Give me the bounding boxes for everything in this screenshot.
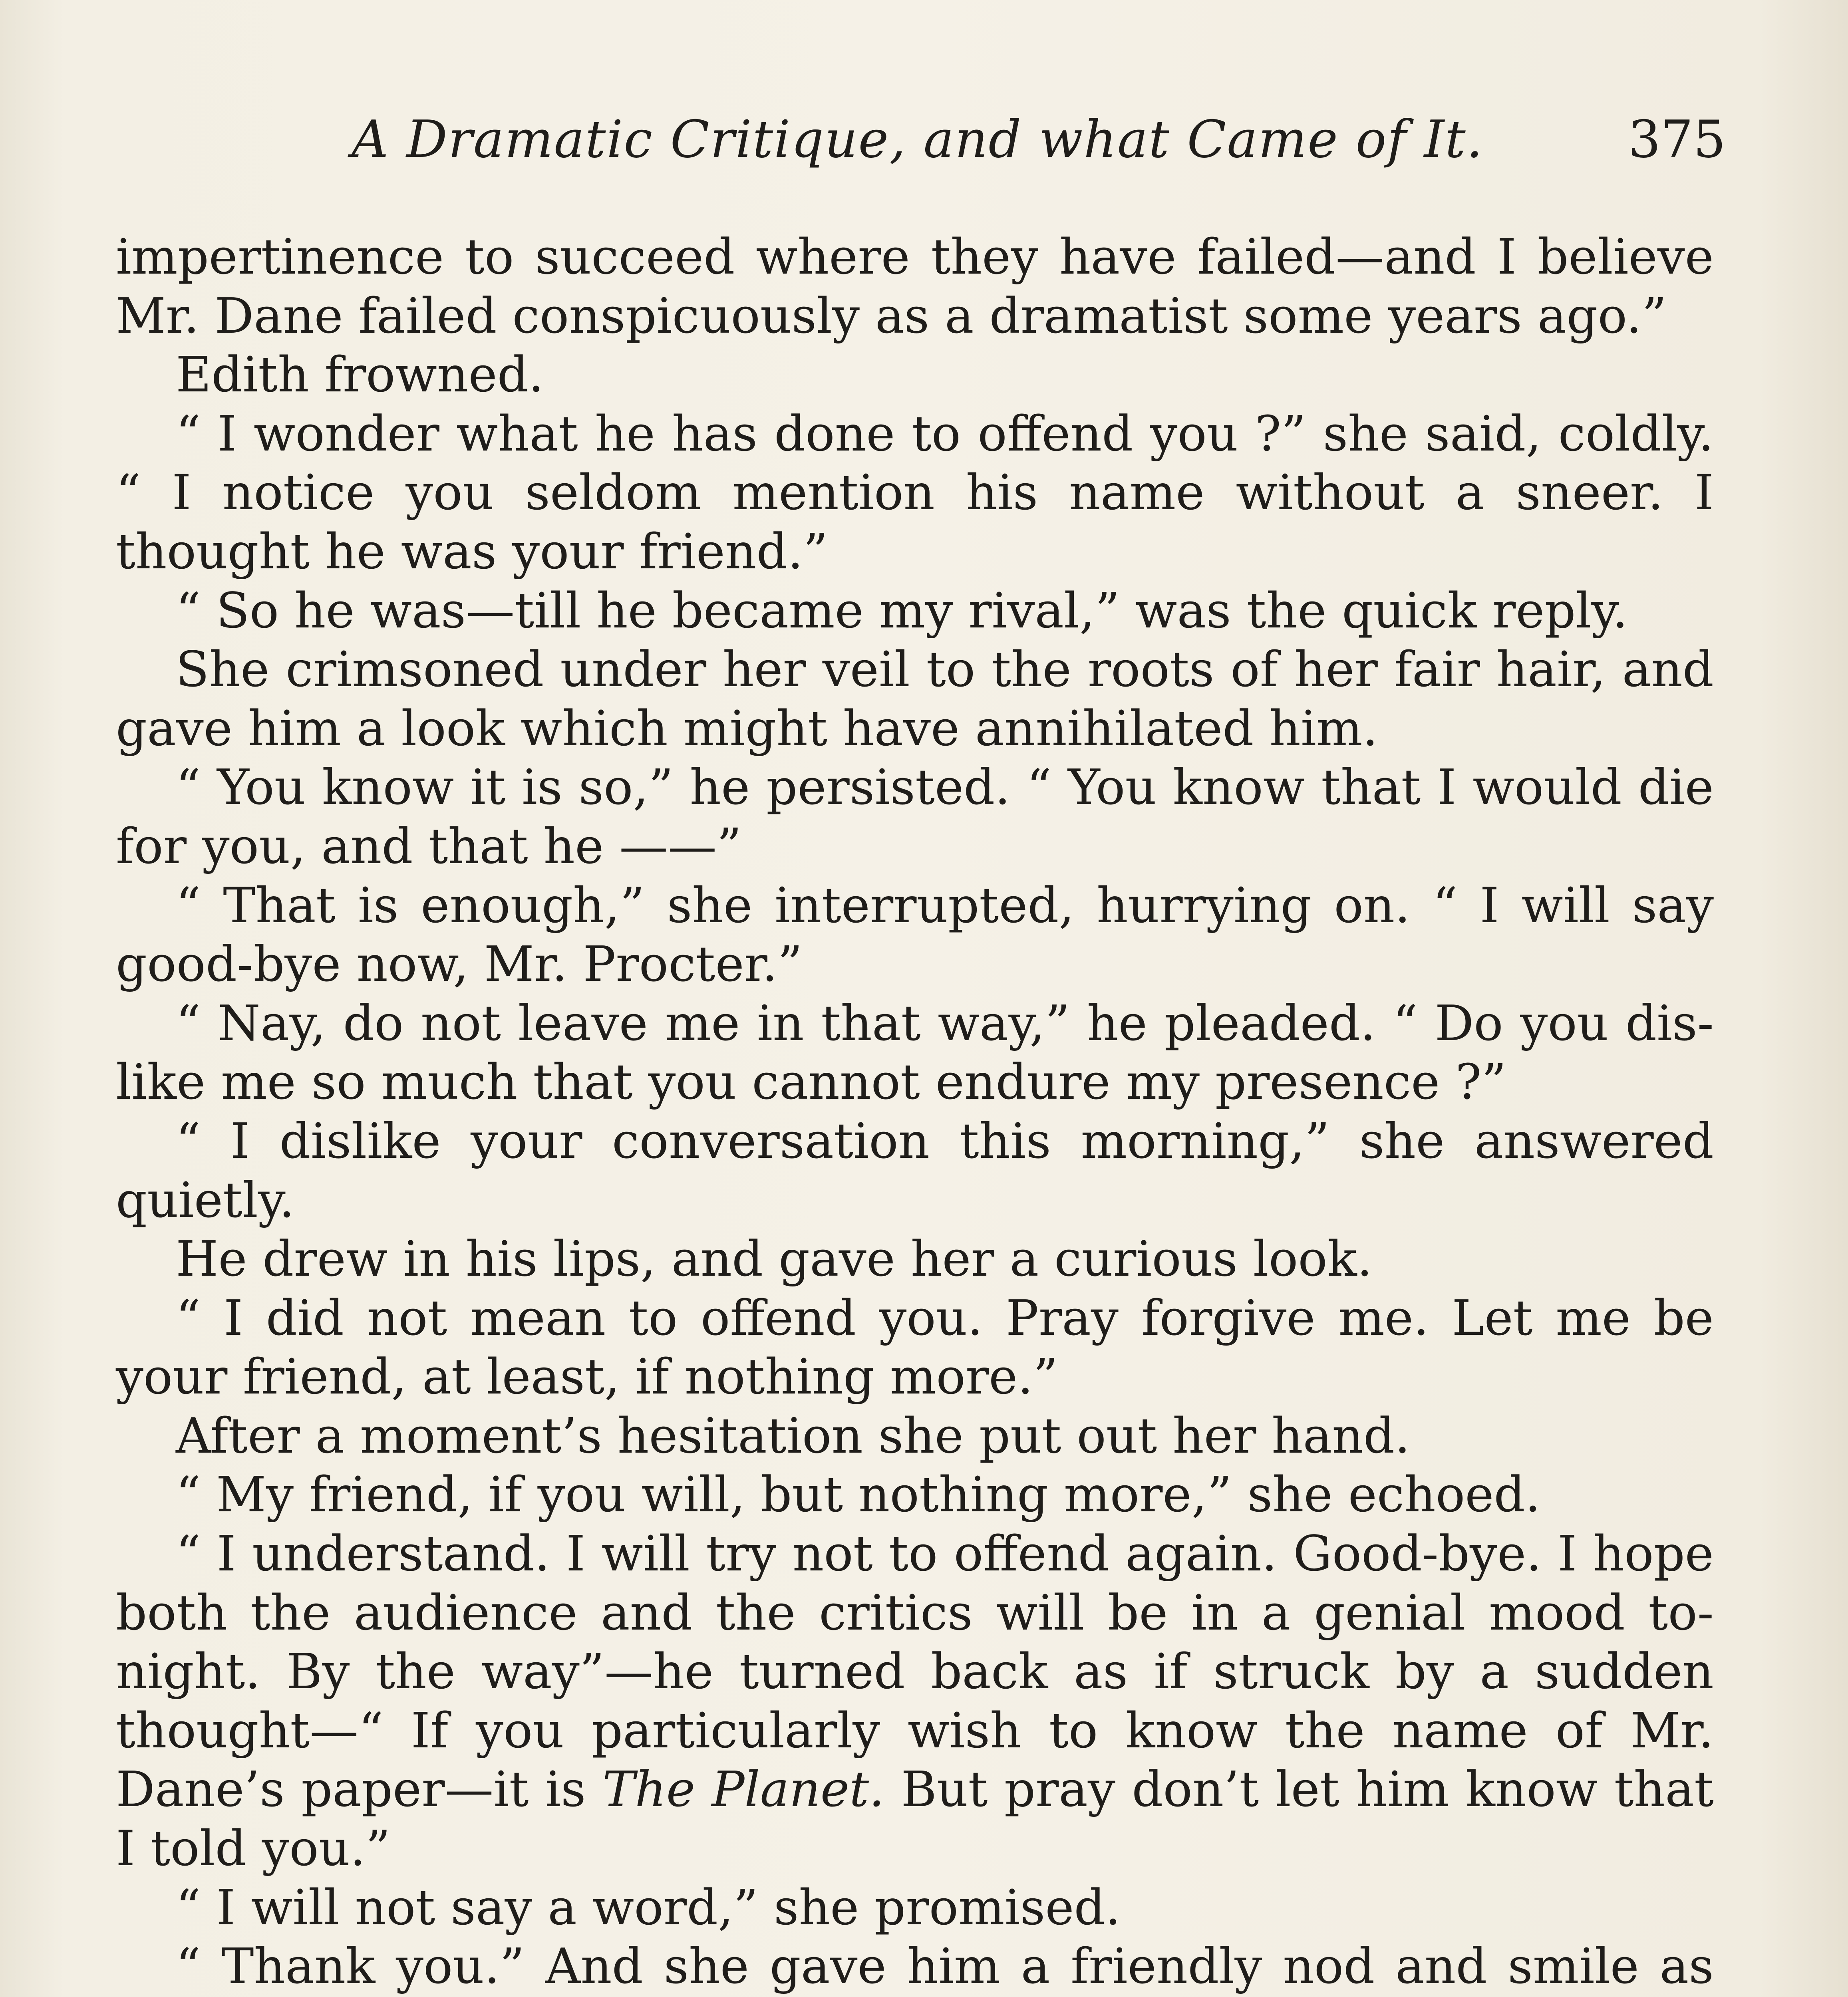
paragraph-15: “ I will not say a word,” she promised. [176, 1879, 1121, 1936]
paragraph-7: “ That is enough,” she interrupted, hurrying on. “ I will say good-bye now, Mr. Procter.” [116, 877, 1714, 993]
paragraph-14-text-after: But pray don’t let him know that I told you.” [116, 1761, 1714, 1877]
paragraph-6: “ You know it is so,” he persisted. “ You know that I would die for you, and that he ——” [116, 759, 1714, 875]
paragraph-5: She crimsoned under her veil to the roots of her fair hair, and gave him a look which might have annihilated him. [116, 641, 1714, 757]
paragraph-16: “ Thank you.” And she gave him a friendly nod and smile as [176, 1938, 1714, 1995]
paragraph-11: “ I did not mean to offend you. Pray forgive me. Let me be your friend, at least, if nothing more.” [116, 1289, 1714, 1405]
paragraph-9: “ I dislike your conversation this morning,” she answered quietly. [116, 1112, 1714, 1229]
newspaper-title: The Planet. [602, 1761, 884, 1818]
paragraph-14 [116, 1525, 1714, 1878]
paragraph-4: “ So he was—till he became my rival,” was the quick reply. [176, 582, 1628, 639]
running-title: A Dramatic Critique, and what Came of It. [352, 110, 1484, 169]
paragraph-8: “ Nay, do not leave me in that way,” he pleaded. “ Do you dis-like me so much that you cannot endure my presence ?” [116, 995, 1714, 1111]
paragraph-10: He drew in his lips, and gave her a curious look. [176, 1231, 1373, 1288]
paragraph-14-text-before: “ I understand. I will try not to offend again. Good-bye. I hope both the audience and the critics will be in a genial mood to-night. By the way”—he turned back as if struck by a sudden thought—“ If you particularly wish to know the name of Mr. Dane’s paper—it is [116, 1525, 1714, 1818]
paragraph-1: impertinence to succeed where they have failed—and I believe Mr. Dane failed conspicuously as a dramatist some years ago.” [116, 228, 1714, 344]
page-number: 375 [1628, 110, 1726, 169]
paragraph-3: “ I wonder what he has done to offend you ?” she said, coldly. “ I notice you seldom mention his name without a sneer. I thought he was your friend.” [116, 405, 1714, 580]
page-header [116, 110, 1726, 178]
body-text [116, 228, 1714, 1997]
paragraph-12: After a moment’s hesitation she put out her hand. [176, 1407, 1410, 1464]
paragraph-13: “ My friend, if you will, but nothing more,” she echoed. [176, 1466, 1541, 1523]
paragraph-2: Edith frowned. [176, 346, 544, 403]
